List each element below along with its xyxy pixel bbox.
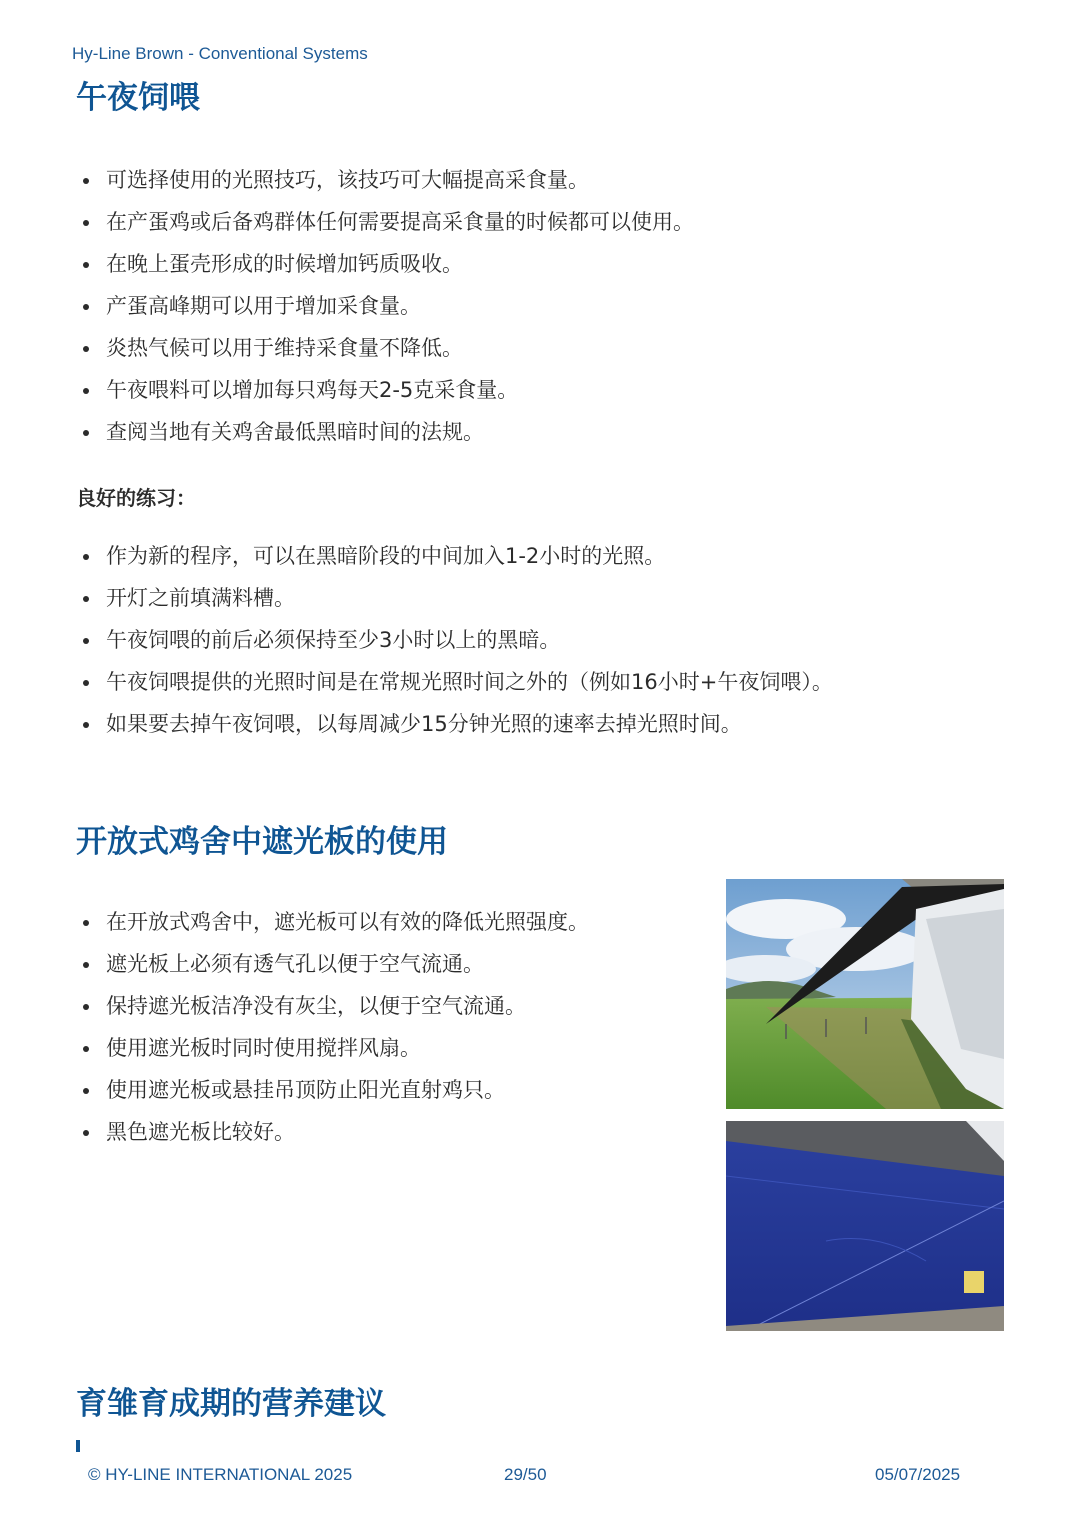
list-item: 产蛋高峰期可以用于增加采食量。	[80, 292, 694, 320]
shade-cloth-list	[80, 908, 620, 1160]
list-item: 如果要去掉午夜饲喂，以每周减少15分钟光照的速率去掉光照时间。	[80, 710, 833, 738]
list-item: 保持遮光板洁净没有灰尘，以便于空气流通。	[80, 992, 620, 1020]
photo-black-shade-cloth	[726, 879, 1004, 1109]
bullet-icon	[83, 554, 89, 560]
section-title-shade-cloth: 开放式鸡舍中遮光板的使用	[76, 824, 448, 860]
footer-page-number: 29/50	[504, 1465, 547, 1484]
list-item: 查阅当地有关鸡舍最低黑暗时间的法规。	[80, 418, 694, 446]
bullet-icon	[83, 304, 89, 310]
list-item: 使用遮光板或悬挂吊顶防止阳光直射鸡只。	[80, 1076, 620, 1104]
good-practice-heading: 良好的练习：	[76, 486, 196, 510]
bullet-icon	[83, 920, 89, 926]
bullet-icon	[83, 178, 89, 184]
footer-copyright: © HY-LINE INTERNATIONAL 2025	[88, 1465, 353, 1484]
bullet-icon	[83, 346, 89, 352]
photo-blue-curtain	[726, 1121, 1004, 1331]
bullet-icon	[83, 1088, 89, 1094]
bullet-icon	[83, 1046, 89, 1052]
bullet-icon	[83, 220, 89, 226]
footer-date: 05/07/2025	[875, 1465, 961, 1484]
list-item: 黑色遮光板比较好。	[80, 1118, 620, 1146]
bullet-icon	[83, 680, 89, 686]
list-item: 午夜喂料可以增加每只鸡每天2-5克采食量。	[80, 376, 694, 404]
list-item: 可选择使用的光照技巧，该技巧可大幅提高采食量。	[80, 166, 694, 194]
bullet-icon	[83, 722, 89, 728]
section-title-midnight-feeding: 午夜饲喂	[76, 80, 200, 116]
bullet-icon	[83, 596, 89, 602]
bullet-icon	[83, 1004, 89, 1010]
bullet-icon	[83, 388, 89, 394]
good-practice-list	[80, 542, 833, 752]
list-item: 午夜饲喂的前后必须保持至少3小时以上的黑暗。	[80, 626, 833, 654]
list-item: 午夜饲喂提供的光照时间是在常规光照时间之外的（例如16小时+午夜饲喂）。	[80, 668, 833, 696]
list-item: 遮光板上必须有透气孔以便于空气流通。	[80, 950, 620, 978]
section-marker	[76, 1440, 80, 1452]
bullet-icon	[83, 430, 89, 436]
bullet-icon	[83, 262, 89, 268]
midnight-feeding-list	[80, 166, 694, 460]
list-item: 在产蛋鸡或后备鸡群体任何需要提高采食量的时候都可以使用。	[80, 208, 694, 236]
bullet-icon	[83, 962, 89, 968]
bullet-icon	[83, 1130, 89, 1136]
list-item: 在晚上蛋壳形成的时候增加钙质吸收。	[80, 250, 694, 278]
list-item: 开灯之前填满料槽。	[80, 584, 833, 612]
list-item: 在开放式鸡舍中，遮光板可以有效的降低光照强度。	[80, 908, 620, 936]
bullet-icon	[83, 638, 89, 644]
list-item: 使用遮光板时同时使用搅拌风扇。	[80, 1034, 620, 1062]
document-header: Hy-Line Brown - Conventional Systems	[72, 44, 368, 63]
section-title-nutrition: 育雏育成期的营养建议	[76, 1386, 386, 1422]
list-item: 炎热气候可以用于维持采食量不降低。	[80, 334, 694, 362]
list-item: 作为新的程序，可以在黑暗阶段的中间加入1-2小时的光照。	[80, 542, 833, 570]
